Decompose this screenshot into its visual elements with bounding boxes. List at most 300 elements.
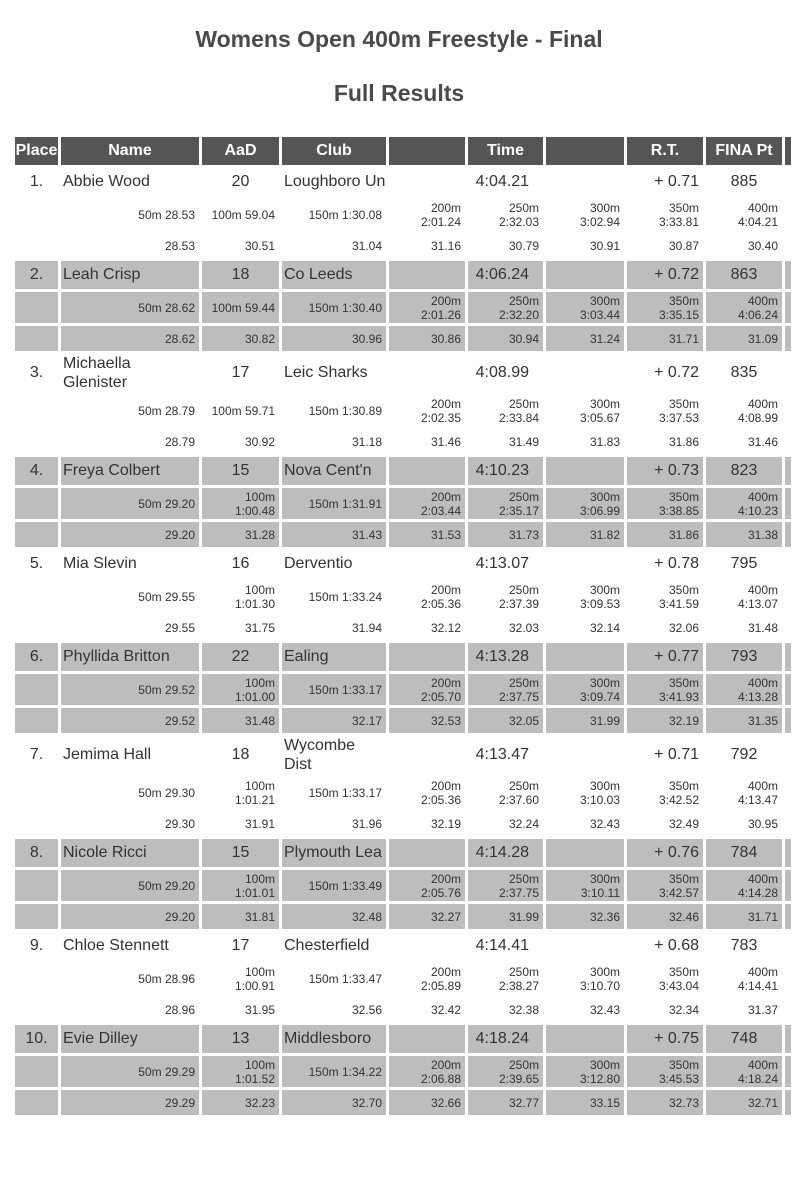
result-place: 10. (15, 1025, 58, 1053)
lap-time: 31.71 (627, 326, 703, 351)
spacer-cell (15, 963, 58, 994)
splits-row (15, 674, 791, 705)
split-time: 50m 28.79 (138, 403, 195, 418)
reaction-time: + 0.71 (654, 746, 699, 763)
laps-row (15, 326, 791, 351)
lap-time: 32.43 (589, 816, 620, 831)
header-fina: FINA Pt (706, 137, 782, 165)
lap-time: 32.66 (389, 1090, 465, 1115)
split-time: 200m 2:01.24 (420, 200, 461, 229)
split-time: 100m 59.44 (202, 292, 279, 323)
split-time: 50m 29.20 (61, 488, 199, 519)
spacer-cell (15, 199, 58, 230)
blank-cell (546, 261, 624, 289)
split-time: 100m 1:00.91 (234, 964, 275, 993)
lap-time: 31.91 (244, 816, 275, 831)
split-time: 150m 1:31.91 (282, 488, 386, 519)
result-place: 8. (15, 839, 58, 867)
spacer-cell (15, 777, 58, 808)
split-time: 200m 2:03.44 (389, 488, 465, 519)
fina-points: 783 (730, 937, 758, 954)
laps-row (15, 904, 791, 929)
split-time: 400m 4:13.28 (706, 674, 782, 705)
header-name: Name (61, 137, 199, 165)
club-name: Co Leeds (282, 261, 386, 289)
laps-row (15, 708, 791, 733)
lap-time: 31.38 (706, 522, 782, 547)
club-name: Loughboro Un (284, 173, 386, 190)
lap-time: 31.86 (627, 522, 703, 547)
split-time: 50m 28.53 (138, 207, 195, 222)
result-row (15, 261, 791, 289)
age-at-death: 17 (231, 937, 250, 954)
lap-time: 29.29 (61, 1090, 199, 1115)
age-at-death: 17 (231, 364, 250, 381)
split-time: 350m 3:42.57 (627, 870, 703, 901)
split-time: 250m 2:39.65 (468, 1056, 543, 1087)
spacer-cell (15, 1056, 58, 1087)
fina-points: 748 (706, 1025, 782, 1053)
lap-time: 31.71 (706, 904, 782, 929)
split-time: 150m 1:33.17 (282, 674, 386, 705)
spacer-cell (15, 708, 58, 733)
spacer-cell (785, 168, 791, 196)
split-time: 250m 2:33.84 (498, 396, 539, 425)
split-time: 300m 3:09.53 (579, 582, 620, 611)
split-time: 50m 29.29 (61, 1056, 199, 1087)
swimmer-name: Freya Colbert (61, 457, 199, 485)
blank-cell (389, 261, 465, 289)
age-at-death: 16 (231, 555, 250, 572)
split-time: 400m 4:13.47 (737, 778, 778, 807)
blank-cell (389, 736, 465, 774)
split-time: 250m 2:37.75 (468, 870, 543, 901)
lap-time: 28.53 (164, 238, 195, 253)
swimmer-name: Leah Crisp (61, 261, 199, 289)
blank-cell (546, 457, 624, 485)
age-at-death: 22 (202, 643, 279, 671)
reaction-time: + 0.73 (627, 457, 703, 485)
result-place: 1. (29, 173, 44, 190)
header-row (15, 137, 791, 165)
swimmer-name: Evie Dilley (61, 1025, 199, 1053)
split-time: 200m 2:06.88 (389, 1056, 465, 1087)
result-place: 9. (29, 937, 44, 954)
lap-time: 29.20 (61, 522, 199, 547)
result-place: 7. (29, 746, 44, 763)
lap-time: 32.23 (202, 1090, 279, 1115)
blank-cell (389, 354, 465, 392)
final-time: 4:08.99 (475, 364, 529, 381)
split-time: 300m 3:12.80 (546, 1056, 624, 1087)
spacer-cell (785, 326, 791, 351)
swimmer-name: Michaella Glenister (63, 355, 131, 391)
blank-cell (546, 736, 624, 774)
fina-points: 863 (706, 261, 782, 289)
spacer-cell (15, 997, 58, 1022)
lap-time: 32.24 (508, 816, 539, 831)
lap-time: 32.19 (627, 708, 703, 733)
lap-time: 32.38 (508, 1002, 539, 1017)
split-time: 400m 4:10.23 (706, 488, 782, 519)
swimmer-name: Chloe Stennett (63, 937, 169, 954)
header-stub (785, 137, 791, 165)
split-time: 200m 2:05.76 (389, 870, 465, 901)
spacer-cell (785, 261, 791, 289)
header-time: Time (468, 137, 543, 165)
spacer-cell (785, 839, 791, 867)
split-time: 200m 2:05.36 (420, 582, 461, 611)
split-time: 150m 1:33.47 (308, 971, 382, 986)
blank-cell (546, 643, 624, 671)
lap-time: 30.82 (202, 326, 279, 351)
spacer-cell (785, 811, 791, 836)
result-row (15, 457, 791, 485)
age-at-death: 15 (202, 457, 279, 485)
spacer-cell (785, 643, 791, 671)
spacer-cell (15, 326, 58, 351)
split-time: 300m 3:03.44 (546, 292, 624, 323)
club-name: Middlesboro (282, 1025, 386, 1053)
reaction-time: + 0.72 (654, 364, 699, 381)
lap-time: 31.99 (546, 708, 624, 733)
result-place: 2. (15, 261, 58, 289)
blank-cell (389, 457, 465, 485)
final-time: 4:13.07 (475, 555, 529, 572)
spacer-cell (785, 777, 791, 808)
final-time: 4:18.24 (468, 1025, 543, 1053)
lap-time: 29.55 (164, 620, 195, 635)
lap-time: 32.17 (282, 708, 386, 733)
swimmer-name: Jemima Hall (63, 746, 152, 763)
split-time: 350m 3:35.15 (627, 292, 703, 323)
lap-time: 32.06 (668, 620, 699, 635)
split-time: 100m 1:01.52 (202, 1056, 279, 1087)
split-time: 350m 3:43.04 (658, 964, 699, 993)
split-time: 350m 3:37.53 (658, 396, 699, 425)
spacer-cell (785, 550, 791, 578)
lap-time: 32.42 (430, 1002, 461, 1017)
splits-row (15, 777, 791, 808)
split-time: 350m 3:41.93 (627, 674, 703, 705)
splits-row (15, 1056, 791, 1087)
result-place: 3. (29, 364, 44, 381)
blank-cell (546, 550, 624, 578)
spacer-cell (15, 904, 58, 929)
header-place: Place (15, 137, 58, 165)
lap-time: 31.82 (546, 522, 624, 547)
result-row (15, 168, 791, 196)
spacer-cell (15, 292, 58, 323)
age-at-death: 20 (231, 173, 250, 190)
split-time: 350m 3:45.53 (627, 1056, 703, 1087)
blank-cell (546, 1025, 624, 1053)
split-time: 350m 3:41.59 (658, 582, 699, 611)
lap-time: 32.27 (389, 904, 465, 929)
club-name: Ealing (282, 643, 386, 671)
lap-time: 30.40 (747, 238, 778, 253)
reaction-time: + 0.72 (627, 261, 703, 289)
split-time: 250m 2:32.03 (498, 200, 539, 229)
split-time: 300m 3:06.99 (546, 488, 624, 519)
final-time: 4:14.41 (475, 937, 529, 954)
lap-time: 31.28 (202, 522, 279, 547)
lap-time: 31.75 (244, 620, 275, 635)
club-name: Derventio (284, 555, 353, 572)
lap-time: 32.56 (351, 1002, 382, 1017)
fina-points: 784 (706, 839, 782, 867)
lap-time: 31.16 (430, 238, 461, 253)
spacer-cell (785, 429, 791, 454)
split-time: 100m 1:00.48 (202, 488, 279, 519)
spacer-cell (785, 870, 791, 901)
splits-row (15, 581, 791, 612)
lap-time: 32.03 (508, 620, 539, 635)
result-place: 6. (15, 643, 58, 671)
split-time: 100m 1:01.21 (234, 778, 275, 807)
split-time: 200m 2:05.89 (420, 964, 461, 993)
split-time: 250m 2:37.75 (468, 674, 543, 705)
split-time: 350m 3:38.85 (627, 488, 703, 519)
age-at-death: 18 (202, 261, 279, 289)
lap-time: 28.62 (61, 326, 199, 351)
spacer-cell (15, 811, 58, 836)
spacer-cell (15, 233, 58, 258)
lap-time: 29.30 (164, 816, 195, 831)
split-time: 100m 1:01.01 (202, 870, 279, 901)
lap-time: 31.95 (244, 1002, 275, 1017)
split-time: 300m 3:10.70 (579, 964, 620, 993)
split-time: 400m 4:14.28 (706, 870, 782, 901)
spacer-cell (785, 488, 791, 519)
fina-points: 885 (730, 173, 758, 190)
club-name: Plymouth Lea (282, 839, 386, 867)
lap-time: 28.96 (164, 1002, 195, 1017)
lap-time: 31.49 (508, 434, 539, 449)
lap-time: 32.43 (589, 1002, 620, 1017)
header-rt: R.T. (627, 137, 703, 165)
lap-time: 31.18 (351, 434, 382, 449)
split-time: 150m 1:30.08 (308, 207, 382, 222)
split-time: 300m 3:02.94 (579, 200, 620, 229)
final-time: 4:10.23 (468, 457, 543, 485)
split-time: 300m 3:10.03 (579, 778, 620, 807)
blank-cell (389, 932, 465, 960)
result-row (15, 354, 791, 392)
lap-time: 31.83 (589, 434, 620, 449)
reaction-time: + 0.71 (654, 173, 699, 190)
lap-time: 30.79 (508, 238, 539, 253)
spacer-cell (785, 615, 791, 640)
lap-time: 31.35 (706, 708, 782, 733)
split-time: 150m 1:30.89 (308, 403, 382, 418)
spacer-cell (785, 522, 791, 547)
spacer-cell (785, 581, 791, 612)
lap-time: 30.96 (282, 326, 386, 351)
laps-row (15, 811, 791, 836)
split-time: 400m 4:18.24 (706, 1056, 782, 1087)
header-blank-2 (546, 137, 624, 165)
split-time: 150m 1:33.24 (308, 589, 382, 604)
lap-time: 32.73 (627, 1090, 703, 1115)
reaction-time: + 0.76 (627, 839, 703, 867)
splits-row (15, 199, 791, 230)
split-time: 50m 29.52 (61, 674, 199, 705)
spacer-cell (785, 708, 791, 733)
lap-time: 32.14 (589, 620, 620, 635)
lap-time: 31.04 (351, 238, 382, 253)
club-name: Nova Cent'n (282, 457, 386, 485)
split-time: 50m 28.96 (138, 971, 195, 986)
result-place: 5. (29, 555, 44, 572)
lap-time: 30.86 (389, 326, 465, 351)
lap-time: 31.46 (747, 434, 778, 449)
splits-row (15, 488, 791, 519)
lap-time: 30.87 (668, 238, 699, 253)
blank-cell (389, 839, 465, 867)
reaction-time: + 0.68 (654, 937, 699, 954)
lap-time: 31.46 (430, 434, 461, 449)
reaction-time: + 0.75 (627, 1025, 703, 1053)
page-subtitle: Full Results (333, 80, 465, 106)
lap-time: 31.48 (202, 708, 279, 733)
split-time: 400m 4:14.41 (737, 964, 778, 993)
spacer-cell (15, 674, 58, 705)
splits-row (15, 292, 791, 323)
blank-cell (389, 550, 465, 578)
split-time: 150m 1:34.22 (282, 1056, 386, 1087)
splits-row (15, 963, 791, 994)
split-time: 50m 29.55 (138, 589, 195, 604)
lap-time: 31.53 (389, 522, 465, 547)
lap-time: 33.15 (546, 1090, 624, 1115)
blank-cell (389, 1025, 465, 1053)
result-row (15, 839, 791, 867)
lap-time: 29.52 (61, 708, 199, 733)
lap-time: 30.91 (589, 238, 620, 253)
reaction-time: + 0.78 (654, 555, 699, 572)
lap-time: 29.20 (61, 904, 199, 929)
lap-time: 31.37 (747, 1002, 778, 1017)
lap-time: 31.94 (351, 620, 382, 635)
lap-time: 31.43 (282, 522, 386, 547)
blank-cell (546, 354, 624, 392)
club-name: Chesterfield (284, 937, 370, 954)
lap-time: 31.86 (668, 434, 699, 449)
split-time: 300m 3:10.11 (546, 870, 624, 901)
lap-time: 28.79 (164, 434, 195, 449)
lap-time: 31.99 (468, 904, 543, 929)
fina-points: 795 (730, 555, 758, 572)
spacer-cell (785, 1056, 791, 1087)
final-time: 4:06.24 (468, 261, 543, 289)
lap-time: 32.34 (668, 1002, 699, 1017)
split-time: 300m 3:09.74 (546, 674, 624, 705)
spacer-cell (785, 1090, 791, 1115)
split-time: 100m 59.04 (211, 207, 275, 222)
split-time: 400m 4:08.99 (737, 396, 778, 425)
blank-cell (546, 168, 624, 196)
final-time: 4:13.28 (468, 643, 543, 671)
spacer-cell (15, 581, 58, 612)
split-time: 100m 1:01.30 (234, 582, 275, 611)
spacer-cell (785, 997, 791, 1022)
split-time: 50m 28.62 (61, 292, 199, 323)
swimmer-name: Phyllida Britton (61, 643, 199, 671)
spacer-cell (785, 233, 791, 258)
split-time: 100m 1:01.00 (202, 674, 279, 705)
split-time: 200m 2:01.26 (389, 292, 465, 323)
split-time: 150m 1:30.40 (282, 292, 386, 323)
blank-cell (546, 839, 624, 867)
laps-row (15, 615, 791, 640)
lap-time: 32.71 (706, 1090, 782, 1115)
lap-time: 32.46 (627, 904, 703, 929)
result-row (15, 1025, 791, 1053)
final-time: 4:14.28 (468, 839, 543, 867)
lap-time: 31.48 (747, 620, 778, 635)
split-time: 150m 1:33.17 (308, 785, 382, 800)
fina-points: 793 (706, 643, 782, 671)
lap-time: 30.95 (747, 816, 778, 831)
laps-row (15, 522, 791, 547)
spacer-cell (15, 395, 58, 426)
splits-row (15, 870, 791, 901)
split-time: 250m 2:38.27 (498, 964, 539, 993)
spacer-cell (785, 199, 791, 230)
split-time: 400m 4:04.21 (737, 200, 778, 229)
swimmer-name: Abbie Wood (63, 173, 150, 190)
age-at-death: 13 (202, 1025, 279, 1053)
spacer-cell (785, 963, 791, 994)
split-time: 50m 29.30 (138, 785, 195, 800)
spacer-cell (15, 1090, 58, 1115)
lap-time: 32.36 (546, 904, 624, 929)
split-time: 200m 2:02.35 (420, 396, 461, 425)
final-time: 4:13.47 (475, 746, 529, 763)
laps-row (15, 997, 791, 1022)
header-club: Club (282, 137, 386, 165)
lap-time: 32.19 (430, 816, 461, 831)
split-time: 350m 3:33.81 (658, 200, 699, 229)
lap-time: 32.05 (468, 708, 543, 733)
age-at-death: 15 (202, 839, 279, 867)
lap-time: 31.96 (351, 816, 382, 831)
swimmer-name: Mia Slevin (63, 555, 137, 572)
club-name: Leic Sharks (284, 364, 368, 381)
lap-time: 30.94 (468, 326, 543, 351)
spacer-cell (15, 870, 58, 901)
result-place: 4. (15, 457, 58, 485)
reaction-time: + 0.77 (627, 643, 703, 671)
spacer-cell (785, 395, 791, 426)
split-time: 50m 29.20 (61, 870, 199, 901)
lap-time: 32.49 (668, 816, 699, 831)
lap-time: 32.77 (468, 1090, 543, 1115)
club-name: Wycombe Dist (284, 737, 355, 773)
lap-time: 32.53 (389, 708, 465, 733)
spacer-cell (785, 292, 791, 323)
split-time: 150m 1:33.49 (282, 870, 386, 901)
lap-time: 32.12 (430, 620, 461, 635)
fina-points: 835 (730, 364, 758, 381)
split-time: 300m 3:05.67 (579, 396, 620, 425)
result-row (15, 643, 791, 671)
lap-time: 31.09 (706, 326, 782, 351)
spacer-cell (15, 429, 58, 454)
split-time: 250m 2:37.60 (498, 778, 539, 807)
lap-time: 32.48 (282, 904, 386, 929)
